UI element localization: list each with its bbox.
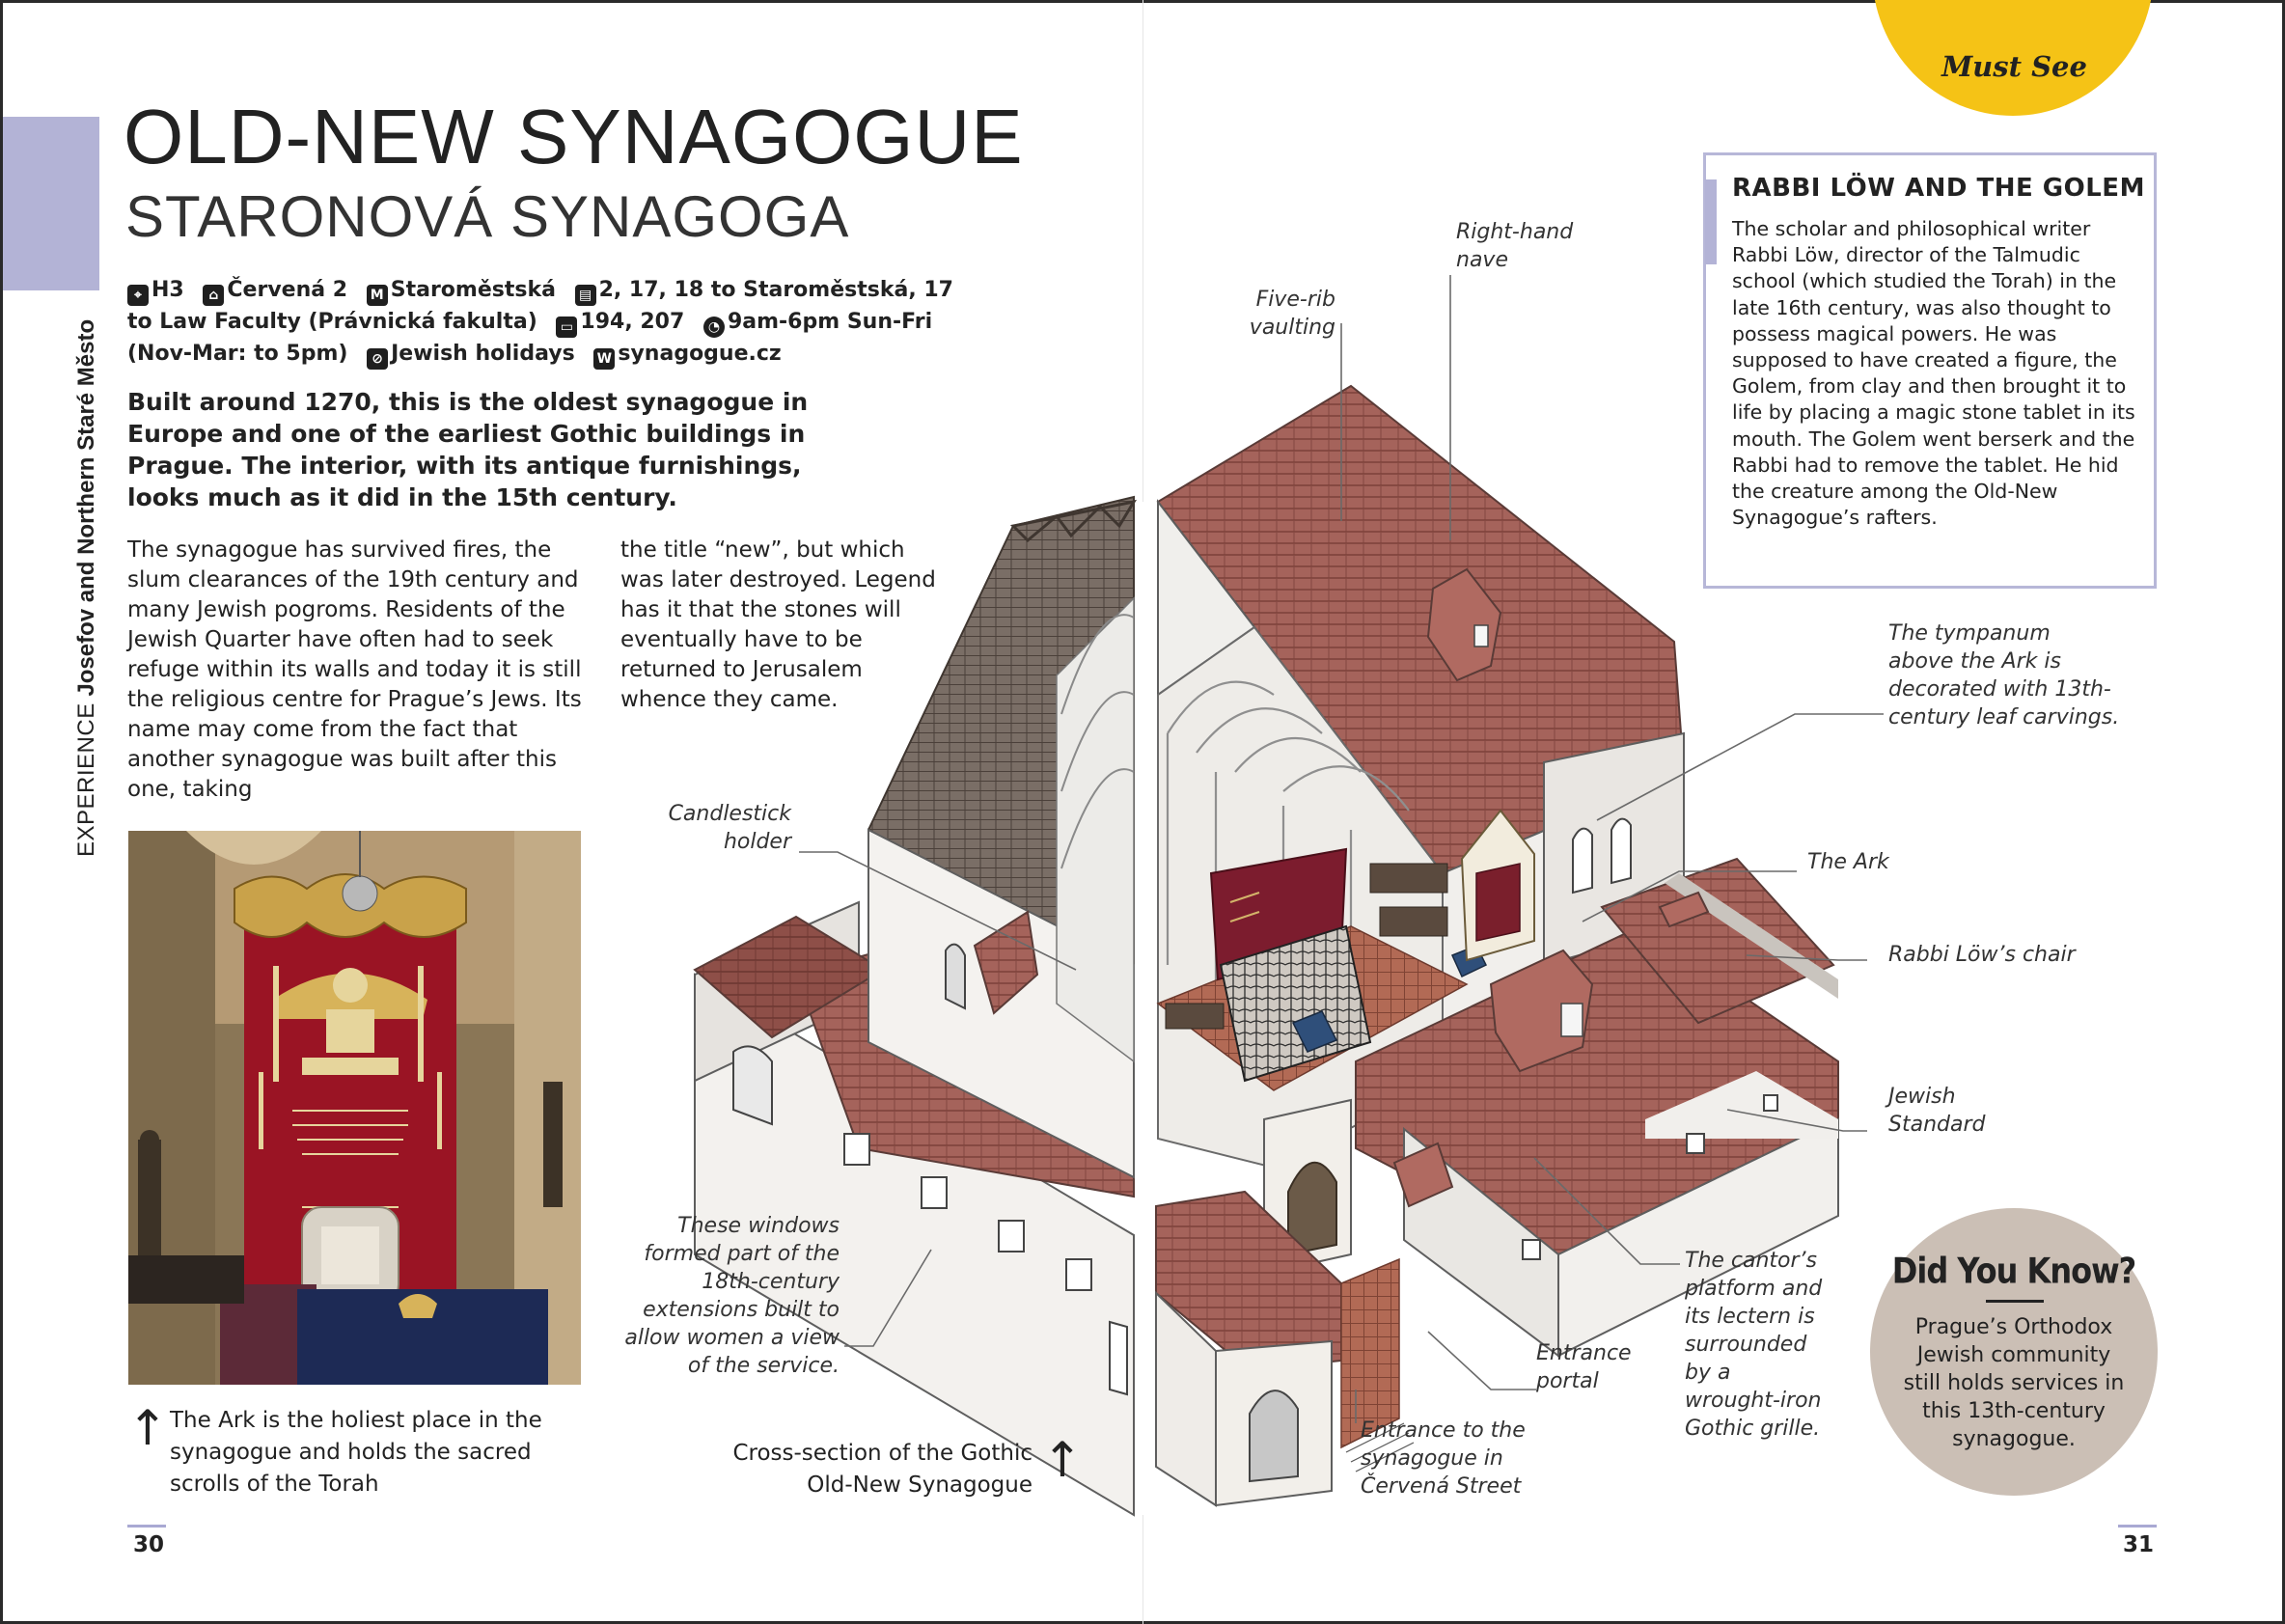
caption-arrow-icon: ↑ — [1042, 1432, 1083, 1488]
section-label — [73, 319, 100, 857]
caption-arrow-icon: ↑ — [127, 1400, 168, 1456]
label-entrance-cervena: Entrance to the synagogue in Červená Street — [1361, 1418, 1526, 1499]
sidebar-text: The scholar and philosophical writer Rabbi Löw, director of the Talmudic school (which studied the Torah) in the late 16th century, was also thought to possess magical powers. He was supposed to have created a figure, the Golem, from clay and then brought it to life by placing a magic stone tablet in its mouth. The Golem went berserk and the Rabbi had to remove the tablet. He hid the creature among the Old-New Synagogue’s rafters. — [1732, 217, 2135, 530]
did-you-know-divider — [1986, 1300, 2044, 1303]
label-women-windows: These windows formed part of the 18th-century extensions built to allow women a view of the service. — [624, 1214, 840, 1378]
page-number-right: 31 — [2123, 1532, 2155, 1557]
address: Červená 2 — [227, 278, 348, 302]
label-five-rib-vaulting: Five-rib vaulting — [1249, 288, 1335, 340]
body-text-column-1: The synagogue has survived fires, the slum clearances of the 19th century and many Jewish pogroms. Residents of the Jewish Quarter have often had to seek refuge within its walls and today it is still the religious centre for Prague’s Jews. Its name may come from the fact that another synagogue was built after this one, taking — [127, 537, 582, 802]
label-right-hand-nave: Right-hand nave — [1456, 220, 1574, 272]
must-see-label: Must See — [1941, 50, 2087, 83]
bus-icon: ▭ — [556, 317, 577, 338]
tram-icon: ▤ — [575, 285, 596, 306]
page-title: OLD-NEW SYNAGOGUE — [124, 94, 1024, 179]
section-label-prefix: EXPERIENCE — [73, 702, 99, 857]
website-link[interactable]: synagogue.cz — [618, 342, 782, 366]
label-tympanum: The tympanum above the Ark is decorated with 13th-century leaf carvings. — [1888, 621, 2120, 729]
page-subtitle: STARONOVÁ SYNAGOGA — [125, 184, 850, 249]
map-ref: H3 — [151, 278, 184, 302]
bus-routes: 194, 207 — [580, 310, 685, 334]
closed-days: Jewish holidays — [391, 342, 575, 366]
body-text-column-2: the title “new”, but which was later destroyed. Legend has it that the stones will eventually have to be returned to Jerusalem whence they came. — [620, 537, 936, 712]
label-candlestick-holder: Candlestick holder — [668, 802, 791, 854]
metro-station: Staroměstská — [390, 278, 556, 302]
opening-hours: 9am-6pm Sun-Fri (Nov-Mar: to 5pm) — [127, 310, 933, 366]
label-jewish-standard: Jewish Standard — [1888, 1085, 1986, 1137]
photo-caption: The Ark is the holiest place in the synagogue and holds the sacred scrolls of the Torah — [170, 1408, 542, 1497]
ark-photo — [128, 831, 581, 1385]
illustration-caption: Cross-section of the Gothic Old-New Synagogue — [732, 1441, 1032, 1498]
tram-routes: 2, 17, 18 to Staroměstská, 17 to Law Faculty (Právnická fakulta) — [127, 278, 953, 334]
sidebar-title: RABBI LÖW AND THE GOLEM — [1732, 174, 2145, 203]
practical-info — [127, 274, 967, 370]
label-rabbi-low-chair: Rabbi Löw’s chair — [1888, 943, 2076, 967]
page-number-rule — [127, 1525, 166, 1528]
section-label-name: Josefov and Northern Staré Město — [73, 318, 99, 697]
metro-icon: M — [367, 285, 388, 306]
map-pin-icon: ⌖ — [127, 285, 149, 306]
did-you-know-title: Did You Know? — [1891, 1250, 2136, 1292]
clock-icon: ◔ — [703, 317, 725, 338]
page-number-rule — [2118, 1525, 2157, 1528]
sidebar-accent-bar — [1705, 179, 1717, 264]
page-number-left: 30 — [133, 1532, 165, 1557]
label-cantors-platform: The cantor’s platform and its lectern is surrounded by a wrought-iron Gothic grille. — [1685, 1249, 1823, 1441]
closed-icon: ⊘ — [367, 348, 388, 370]
did-you-know-text: Prague’s Orthodox Jewish community still holds services in this 13th-century synagogue. — [1903, 1315, 2125, 1451]
label-the-ark: The Ark — [1807, 850, 1889, 874]
web-icon: W — [593, 348, 615, 370]
house-icon: ⌂ — [203, 285, 224, 306]
section-tab — [3, 117, 99, 290]
intro-paragraph: Built around 1270, this is the oldest synagogue in Europe and one of the earliest Gothic buildings in Prague. The interior, with its antique furnishings, looks much as it did in the 15th century. — [127, 388, 809, 511]
label-entrance-portal: Entrance portal — [1536, 1341, 1632, 1393]
